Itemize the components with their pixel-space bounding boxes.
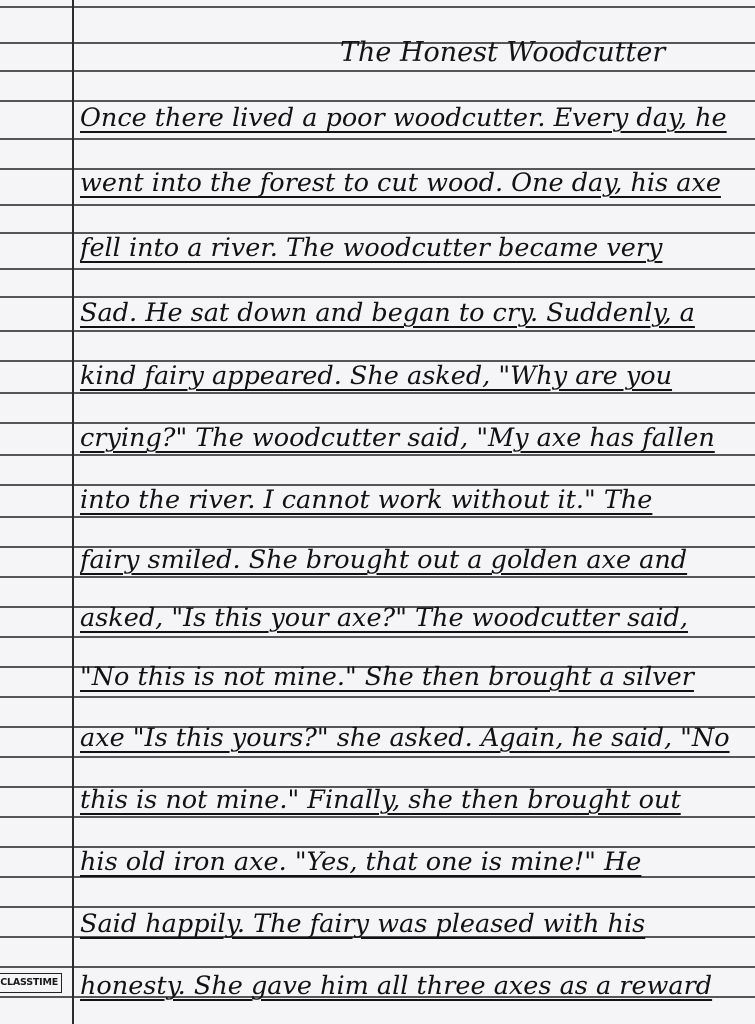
ruled-line (0, 268, 755, 270)
text-line: Once there lived a poor woodcutter. Every day, he (80, 103, 727, 133)
text-line: axe "Is this yours?" she asked. Again, he said, "No (80, 723, 730, 753)
text-line: this is not mine." Finally, she then brought out (80, 785, 681, 815)
text-line: went into the forest to cut wood. One day, his axe (80, 168, 721, 198)
text-line: fairy smiled. She brought out a golden axe and (80, 545, 688, 575)
text-line: crying?" The woodcutter said, "My axe has fallen (80, 423, 715, 453)
margin-line (72, 0, 74, 1024)
ruled-line (0, 6, 755, 8)
brand-logo: CLASSTIME (0, 973, 62, 993)
text-line: fell into a river. The woodcutter became very (80, 233, 663, 263)
text-line: Sad. He sat down and began to cry. Suddenly, a (80, 298, 695, 328)
text-line: "No this is not mine." She then brought a silver (80, 662, 694, 692)
text-line: honesty. She gave him all three axes as a reward (80, 971, 713, 1001)
text-line: into the river. I cannot work without it." The (80, 485, 653, 515)
text-line: asked, "Is this your axe?" The woodcutter said, (80, 603, 688, 633)
text-line: his old iron axe. "Yes, that one is mine!" He (80, 847, 642, 877)
ruled-line (0, 70, 755, 72)
ruled-line (0, 204, 755, 206)
page-title: The Honest Woodcutter (340, 37, 666, 68)
text-line: Said happily. The fairy was pleased with his (80, 909, 646, 939)
text-line: kind fairy appeared. She asked, "Why are you (80, 361, 673, 391)
ruled-line (0, 138, 755, 140)
